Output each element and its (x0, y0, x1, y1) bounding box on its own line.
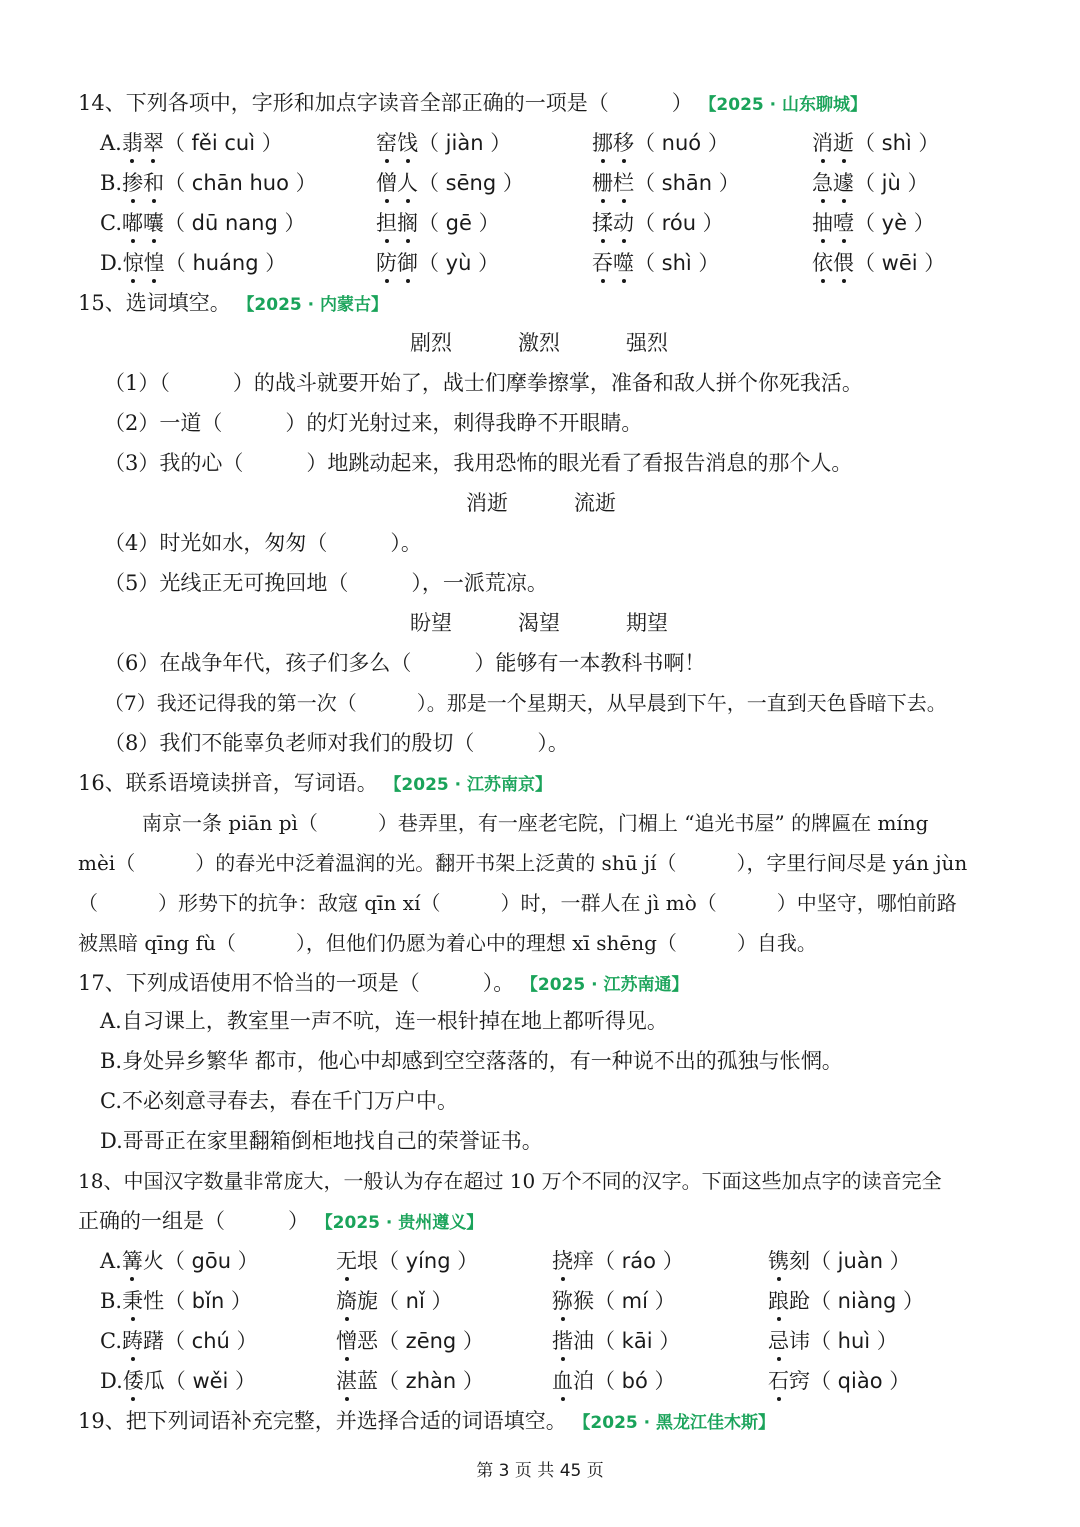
q15-stem-line (78, 288, 388, 318)
option-char-2: 偎 (833, 248, 854, 278)
option-char-1: 揉 (592, 208, 613, 238)
option-char-2: 栏 (613, 168, 634, 198)
option-char-1: 无 (336, 1246, 357, 1276)
option-char-2: 和 (143, 168, 164, 198)
q14-option-item (592, 208, 724, 238)
option-pinyin: （ jù ） (854, 171, 929, 195)
q14-option-item (376, 128, 511, 158)
option-char-2: 囔 (143, 208, 164, 238)
option-char-2: 动 (613, 208, 634, 238)
q14-option-item (812, 168, 929, 198)
option-char-1: 石 (768, 1366, 789, 1396)
option-letter: A. (100, 1249, 122, 1273)
option-char-1: 镌 (768, 1246, 789, 1276)
q15-sentence-8: （8）我们不能辜负老师对我们的殷切（ ）。 (104, 731, 569, 755)
option-pinyin: （ ráo ） (594, 1249, 684, 1273)
option-char-1: 踌 (122, 1326, 143, 1356)
option-char-2: 恶 (357, 1329, 378, 1353)
option-char-1: 湛 (336, 1366, 357, 1396)
bank-word: 消逝 (466, 491, 508, 515)
option-char-1: 翡 (122, 128, 143, 158)
option-char-2: 惶 (144, 248, 165, 278)
q17-stem-line (78, 968, 689, 998)
option-char-1: 篝 (122, 1246, 143, 1276)
option-char-2: 瓜 (143, 1369, 165, 1393)
option-pinyin: （ yè ） (854, 211, 935, 235)
option-char-1: 秉 (122, 1286, 143, 1316)
option-char-2: 火 (142, 1249, 164, 1273)
option-pinyin: （ nǐ ） (378, 1289, 453, 1313)
option-pinyin: （ kāi ） (594, 1329, 681, 1353)
q14-option-item (592, 168, 740, 198)
bank-word: 流逝 (574, 491, 616, 515)
q14-option-item (100, 248, 286, 278)
q18-stem-line-1: 18、中国汉字数量非常庞大，一般认为存在超过 10 万个不同的汉字。下面这些加点字的读音完全 (78, 1169, 942, 1193)
bank-word: 期望 (626, 611, 668, 635)
q17-option-a: A.自习课上，教室里一声不吭，连一根针掉在地上都听得见。 (100, 1009, 668, 1033)
option-char-2: 饯 (397, 128, 418, 158)
option-pinyin: （ zēng ） (378, 1329, 484, 1353)
option-letter: B. (100, 1289, 123, 1313)
q15-sentence-4: （4）时光如水，匆匆（ ）。 (104, 531, 422, 555)
option-pinyin: （ huì ） (810, 1329, 898, 1353)
option-pinyin: （ niàng ） (810, 1289, 925, 1313)
option-pinyin: （ sēng ） (418, 171, 524, 195)
bank-word: 激烈 (518, 331, 560, 355)
option-char-1: 防 (376, 248, 397, 278)
option-char-1: 挠 (552, 1246, 573, 1276)
option-pinyin: （ gōu ） (163, 1249, 259, 1273)
option-char-1: 旖 (336, 1286, 357, 1316)
q18-option-item (100, 1286, 252, 1316)
q15-word-bank-3 (410, 608, 734, 638)
option-pinyin: （ mí ） (594, 1289, 676, 1313)
q16-stem-line (78, 768, 552, 798)
option-char-2: 蓝 (357, 1369, 378, 1393)
q19-stem: 19、把下列词语补充完整，并选择合适的词语填空。 (78, 1409, 567, 1433)
q18-option-item (552, 1326, 680, 1356)
option-char-2: 噎 (833, 208, 854, 238)
q18-option-item (768, 1366, 910, 1396)
option-char-1: 消 (812, 128, 833, 158)
q15-sentence-3: （3）我的心（ ）地跳动起来，我用恐怖的眼光看了看报告消息的那个人。 (104, 451, 853, 475)
option-char-2: 逝 (833, 128, 854, 158)
q19-source: 【2025 · 黑龙江佳木斯】 (573, 1413, 776, 1433)
q17-option-d: D.哥哥正在家里翻箱倒柜地找自己的荣誉证书。 (100, 1129, 543, 1153)
option-char-1: 抽 (812, 208, 833, 238)
option-char-2: 躇 (143, 1329, 164, 1353)
q15-sentence-7: （7）我还记得我的第一次（ ）。那是一个星期天，从早晨到下午，一直到天色昏暗下去。 (104, 691, 947, 715)
option-char-2: 讳 (789, 1329, 810, 1353)
option-char-2: 油 (573, 1329, 594, 1353)
option-char-1: 栅 (592, 168, 613, 198)
q16-source: 【2025 · 江苏南京】 (384, 775, 553, 795)
option-pinyin: （ chān huo ） (164, 171, 317, 195)
option-char-1: 吞 (592, 248, 613, 278)
q17-option-b: B.身处异乡繁华 都市，他心中却感到空空落落的，有一种说不出的孤独与怅惘。 (100, 1049, 843, 1073)
q15-sentence-1: （1）（ ）的战斗就要开始了，战士们摩拳擦掌，准备和敌人拼个你死我活。 (104, 371, 863, 395)
q18-option-item (100, 1366, 256, 1396)
q14-option-item (592, 128, 729, 158)
option-pinyin: （ bó ） (594, 1369, 676, 1393)
option-letter: A. (100, 131, 122, 155)
option-pinyin: （ yù ） (418, 251, 500, 275)
q14-option-item (100, 208, 305, 238)
option-pinyin: （ yíng ） (378, 1249, 479, 1273)
q14-option-item (376, 248, 499, 278)
option-pinyin: （ fěi cuì ） (163, 131, 283, 155)
q18-option-item (336, 1326, 484, 1356)
q17-option-c: C.不必刻意寻春去，春在千门万户中。 (100, 1089, 458, 1113)
option-pinyin: （ nuó ） (634, 131, 729, 155)
option-char-1: 踉 (768, 1286, 789, 1316)
q14-source: 【2025 · 山东聊城】 (699, 95, 868, 115)
option-char-2: 跄 (789, 1289, 810, 1313)
q16-paragraph-line-4: 被黑暗 qīng fù（ ），但他们仍愿为着心中的理想 xī shēng（ ）自我。 (78, 931, 817, 955)
option-pinyin: （ zhàn ） (378, 1369, 484, 1393)
option-pinyin: （ huáng ） (164, 251, 287, 275)
bank-word: 强烈 (626, 331, 668, 355)
q15-word-bank-2 (466, 488, 682, 518)
option-char-1: 挪 (592, 128, 613, 158)
option-char-1: 倭 (123, 1366, 144, 1396)
option-char-2: 痒 (573, 1249, 594, 1273)
q17-source: 【2025 · 江苏南通】 (520, 975, 689, 995)
q19-stem-line (78, 1406, 775, 1436)
option-pinyin: （ qiào ） (810, 1369, 911, 1393)
q15-sentence-5: （5）光线正无可挽回地（ ），一派荒凉。 (104, 571, 548, 595)
q18-source: 【2025 · 贵州遵义】 (315, 1213, 484, 1233)
q14-option-item (812, 248, 945, 278)
q18-stem: 正确的一组是（ ） (78, 1209, 309, 1233)
option-char-1: 憎 (336, 1326, 357, 1356)
q18-option-item (100, 1246, 259, 1276)
page-number: 第 3 页 共 45 页 (476, 1461, 604, 1481)
q14-option-item (376, 208, 500, 238)
option-letter: C. (100, 1329, 122, 1353)
q16-paragraph-line-1: 南京一条 piān pì（ ）巷弄里，有一座老宅院，门楣上 “追光书屋” 的牌匾在 míng (142, 811, 929, 835)
q18-option-item (552, 1366, 676, 1396)
option-pinyin: （ jiàn ） (418, 131, 512, 155)
option-letter: D. (100, 251, 123, 275)
q15-stem: 15、选词填空。 (78, 291, 231, 315)
q18-option-item (336, 1366, 484, 1396)
option-char-2: 搁 (397, 208, 418, 238)
option-char-2: 翠 (143, 128, 164, 158)
q14-stem: 14、下列各项中，字形和加点字读音全部正确的一项是（ ） (78, 91, 693, 115)
option-char-2: 垠 (357, 1249, 378, 1273)
option-pinyin: （ chú ） (164, 1329, 258, 1353)
option-pinyin: （ shān ） (634, 171, 740, 195)
q18-option-item (552, 1246, 684, 1276)
option-char-1: 嘟 (122, 208, 143, 238)
q18-option-item (768, 1286, 924, 1316)
option-char-1: 急 (812, 168, 833, 198)
q14-option-item (592, 248, 719, 278)
option-pinyin: （ shì ） (854, 131, 940, 155)
q18-stem-line-2 (78, 1206, 483, 1236)
q18-option-item (336, 1246, 478, 1276)
q18-option-item (100, 1326, 258, 1356)
q18-option-item (768, 1246, 911, 1276)
option-letter: B. (100, 171, 123, 195)
option-char-2: 移 (613, 128, 634, 158)
option-pinyin: （ gē ） (418, 211, 500, 235)
q15-sentence-2: （2）一道（ ）的灯光射过来，刺得我睁不开眼睛。 (104, 411, 643, 435)
option-char-1: 猕 (552, 1286, 573, 1316)
option-char-2: 人 (397, 168, 418, 198)
option-pinyin: （ bǐn ） (164, 1289, 252, 1313)
q14-option-item (100, 128, 283, 158)
q16-stem: 16、联系语境读拼音，写词语。 (78, 771, 378, 795)
option-pinyin: （ dū nang ） (164, 211, 306, 235)
bank-word: 剧烈 (410, 331, 452, 355)
option-pinyin: （ shì ） (634, 251, 720, 275)
option-char-2: 御 (397, 248, 418, 278)
q15-word-bank-1 (410, 328, 734, 358)
option-char-1: 担 (376, 208, 397, 238)
option-char-1: 血 (552, 1366, 573, 1396)
option-letter: C. (100, 211, 122, 235)
q16-paragraph-line-2: mèi（ ）的春光中泛着温润的光。翻开书架上泛黄的 shū jí（ ），字里行间尽是 yán jùn (78, 851, 968, 875)
option-char-2: 猴 (573, 1289, 594, 1313)
option-pinyin: （ juàn ） (810, 1249, 911, 1273)
option-char-2: 刻 (789, 1249, 810, 1273)
option-char-1: 窑 (376, 128, 397, 158)
option-char-2: 泊 (573, 1369, 594, 1393)
q17-stem: 17、下列成语使用不恰当的一项是（ ）。 (78, 971, 515, 995)
option-char-1: 掺 (122, 168, 143, 198)
bank-word: 渴望 (518, 611, 560, 635)
q14-stem-line (78, 88, 867, 118)
option-pinyin: （ róu ） (634, 211, 724, 235)
q15-source: 【2025 · 内蒙古】 (237, 295, 389, 315)
option-char-2: 性 (143, 1289, 165, 1313)
q15-sentence-6: （6）在战争年代，孩子们多么（ ）能够有一本教科书啊！ (104, 651, 706, 675)
option-char-1: 忌 (768, 1326, 789, 1356)
bank-word: 盼望 (410, 611, 452, 635)
option-char-2: 噬 (613, 248, 634, 278)
option-char-1: 惊 (123, 248, 144, 278)
q18-option-item (768, 1326, 898, 1356)
q14-option-item (100, 168, 317, 198)
option-char-2: 遽 (833, 168, 854, 198)
option-pinyin: （ wěi ） (164, 1369, 257, 1393)
option-char-2: 旎 (357, 1289, 378, 1313)
q14-option-item (812, 128, 939, 158)
option-char-1: 依 (812, 248, 833, 278)
option-char-1: 僧 (376, 168, 397, 198)
q14-option-item (812, 208, 935, 238)
q16-paragraph-line-3: （ ）形势下的抗争：敌寇 qīn xí（ ）时，一群人在 jì mò（ ）中坚守，哪怕前路 (78, 891, 957, 915)
q18-option-item (336, 1286, 453, 1316)
q14-option-item (376, 168, 524, 198)
q18-option-item (552, 1286, 676, 1316)
option-letter: D. (100, 1369, 123, 1393)
option-char-2: 窍 (789, 1369, 810, 1393)
option-pinyin: （ wēi ） (854, 251, 946, 275)
option-char-1: 揩 (552, 1326, 573, 1356)
